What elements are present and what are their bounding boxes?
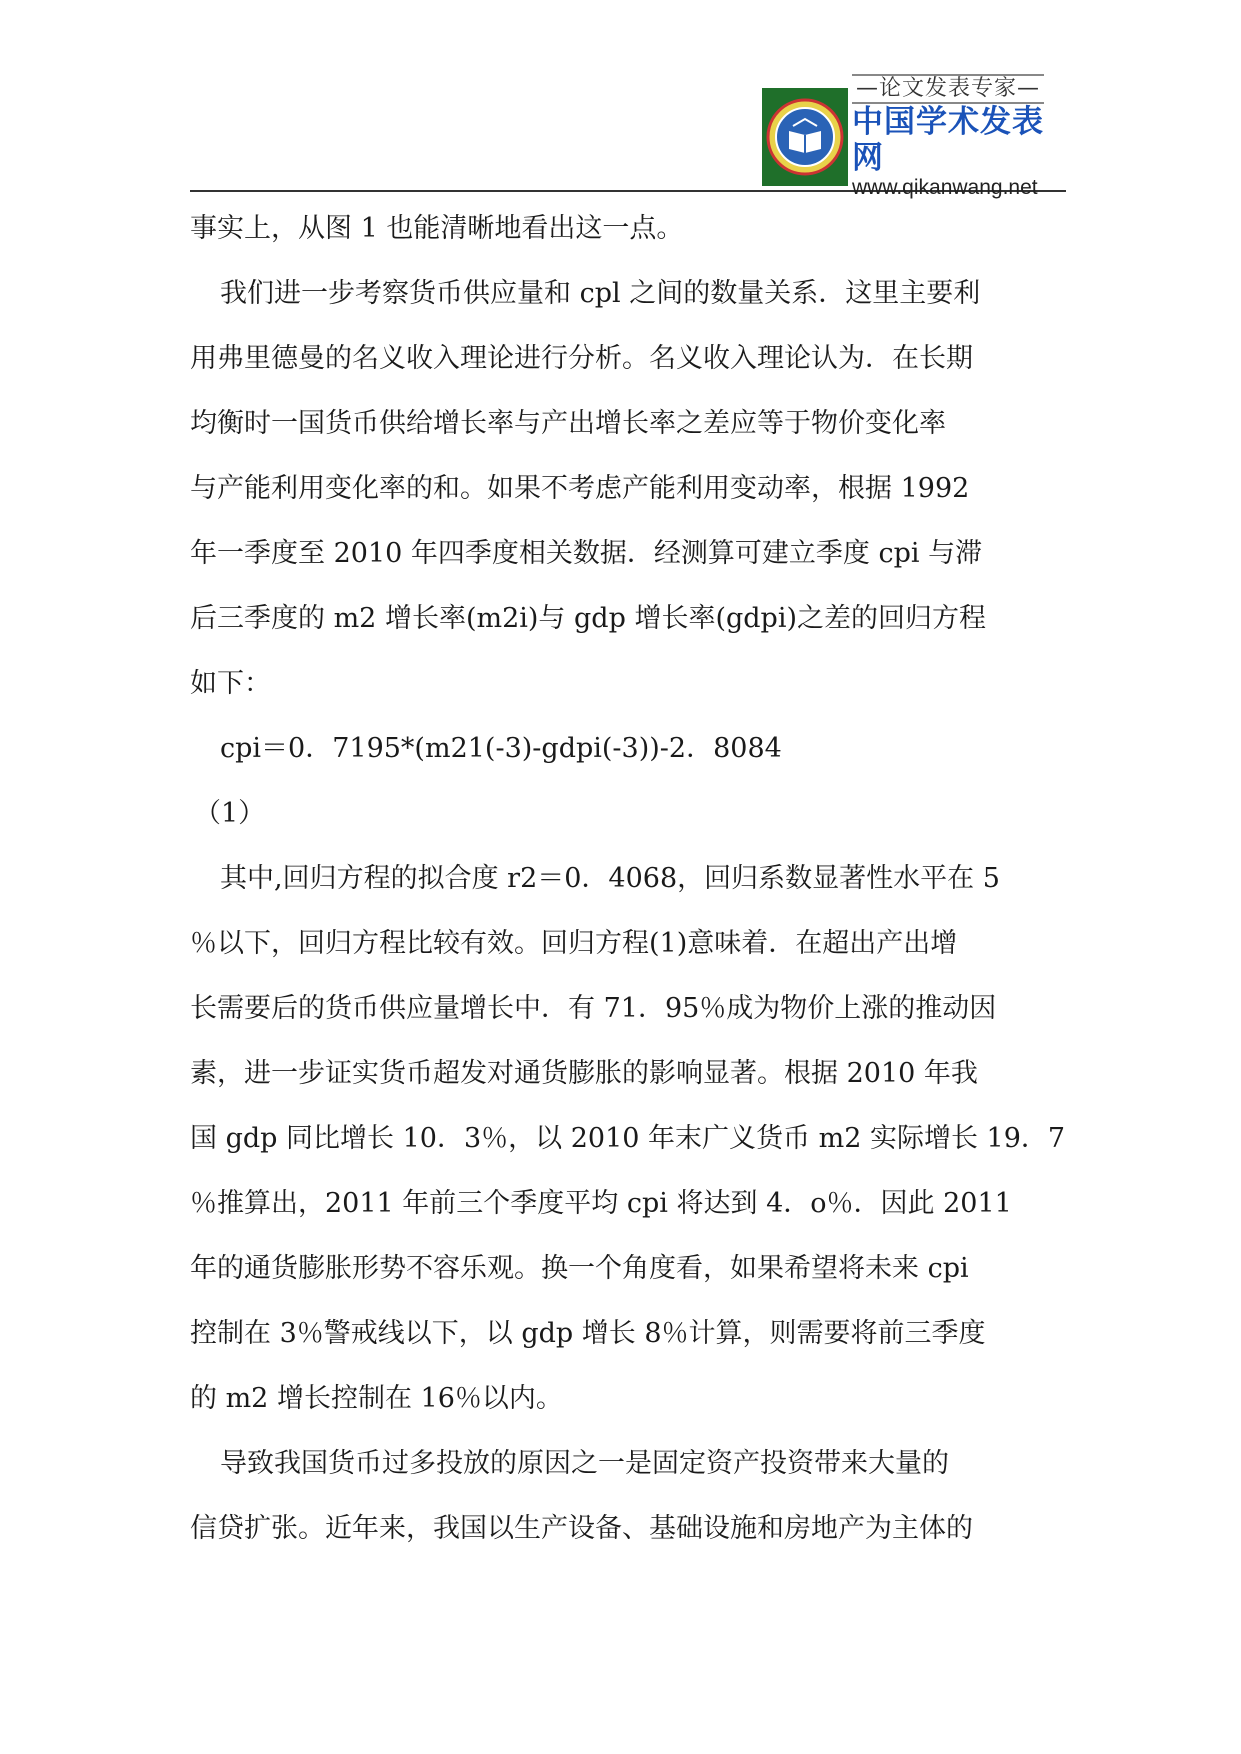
text-line: 我们进一步考察货币供应量和 cpl 之间的数量关系．这里主要利 [220,278,981,309]
text-line: 其中,回归方程的拟合度 r2＝0．4068，回归系数显著性水平在 5 [220,863,1000,894]
logo-url[interactable]: www.qikanwang.net [852,176,1038,199]
text-line: 事实上，从图 1 也能清晰地看出这一点。 [190,213,684,244]
text-line: 如下： [190,668,271,699]
logo-slogan: —论文发表专家— [852,74,1044,104]
text-line: 信贷扩张。近年来，我国以生产设备、基础设施和房地产为主体的 [190,1513,973,1544]
site-logo[interactable] [762,76,1064,199]
page-header [190,76,1066,199]
logo-site-name: 中国学术发表网 [852,104,1044,176]
text-line: 与产能利用变化率的和。如果不考虑产能利用变动率，根据 1992 [190,473,970,504]
text-line: 控制在 3％警戒线以下，以 gdp 增长 8％计算，则需要将前三季度 [190,1318,986,1349]
equation-number: （1） [194,798,266,829]
logo-text [848,76,1064,199]
text-line: 用弗里德曼的名义收入理论进行分析。名义收入理论认为．在长期 [190,343,973,374]
text-line: 素，进一步证实货币超发对通货膨胀的影响显著。根据 2010 年我 [190,1058,978,1089]
text-line: 的 m2 增长控制在 16％以内。 [190,1383,563,1414]
text-line: 国 gdp 同比增长 10．3％，以 2010 年末广义货币 m2 实际增长 19．7 [190,1123,1066,1154]
text-line: 长需要后的货币供应量增长中．有 71．95％成为物价上涨的推动因 [190,993,997,1024]
text-line: 均衡时一国货币供给增长率与产出增长率之差应等于物价变化率 [190,408,946,439]
text-line: ％推算出，2011 年前三个季度平均 cpi 将达到 4．o％．因此 2011 [190,1188,1012,1219]
text-line: 后三季度的 m2 增长率(m2i)与 gdp 增长率(gdpi)之差的回归方程 [190,603,986,634]
text-line: ％以下，回归方程比较有效。回归方程(1)意味着．在超出产出增 [190,928,958,959]
document-body [190,196,1066,1561]
text-line: 年一季度至 2010 年四季度相关数据．经测算可建立季度 cpi 与滞 [190,538,983,569]
seal-emblem-icon [762,88,848,186]
text-line: 年的通货膨胀形势不容乐观。换一个角度看，如果希望将未来 cpi [190,1253,969,1284]
text-line: 导致我国货币过多投放的原因之一是固定资产投资带来大量的 [220,1448,949,1479]
equation: cpi＝0．7195*(m21(-3)-gdpi(-3))-2．8084 [220,733,782,764]
